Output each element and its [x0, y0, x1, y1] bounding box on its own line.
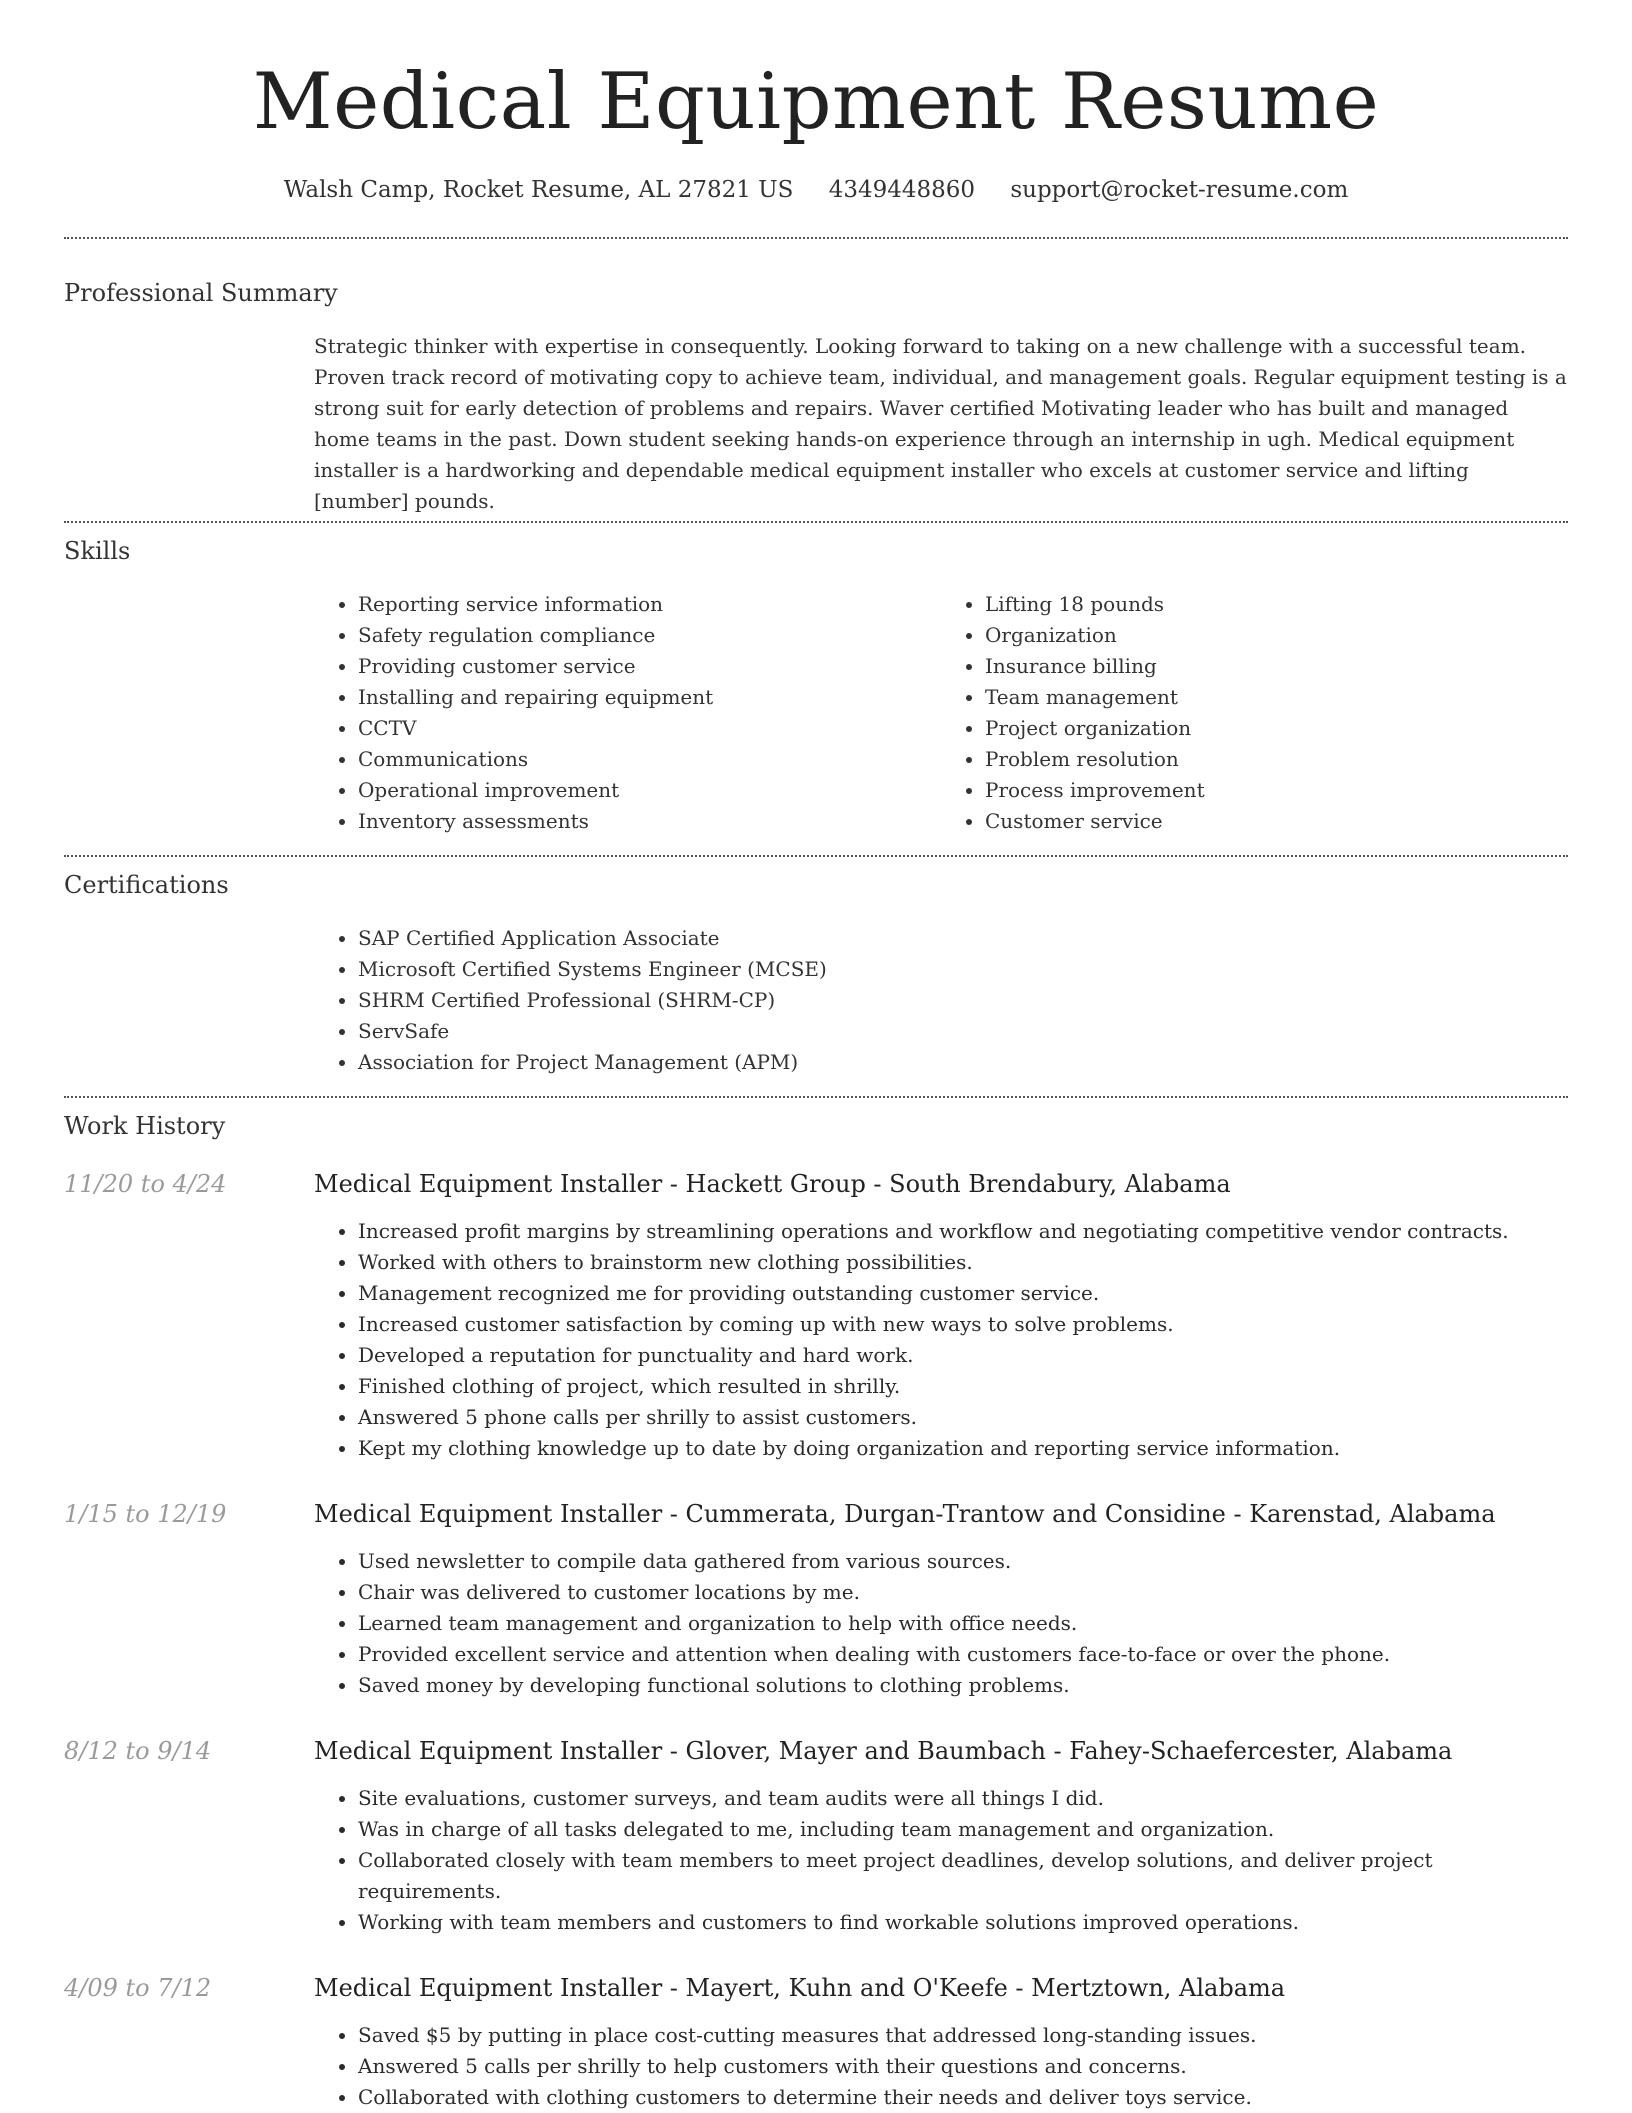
list-item: • Microsoft Certified Systems Engineer (MCSE) [358, 954, 1568, 985]
list-item: • ServSafe [358, 1016, 1568, 1047]
list-item: • Team management [985, 682, 1568, 713]
list-item: • Working with team members and customers to find workable solutions improved operations. [358, 1907, 1568, 1938]
certifications-divider [64, 1096, 1568, 1098]
job-body [314, 1972, 1568, 2113]
contact-phone: 4349448860 [828, 177, 976, 203]
list-item: • Kept my clothing knowledge up to date by doing organization and reporting service information. [358, 1433, 1568, 1464]
list-item: • Customer service [985, 806, 1568, 837]
job-title: Medical Equipment Installer - Glover, Mayer and Baumbach - Fahey-Schaefercester, Alabama [314, 1737, 1453, 1765]
job-entry [64, 1498, 1568, 1701]
job-title: Medical Equipment Installer - Cummerata, Durgan-Trantow and Considine - Karenstad, Alabama [314, 1500, 1496, 1528]
job-title: Medical Equipment Installer - Mayert, Kuhn and O'Keefe - Mertztown, Alabama [314, 1974, 1286, 2002]
job-bullets [314, 1546, 1568, 1701]
list-item: • Project organization [985, 713, 1568, 744]
job-bullets [314, 1216, 1568, 1464]
list-item: • Providing customer service [358, 651, 941, 682]
list-item: • Safety regulation compliance [358, 620, 941, 651]
job-title: Medical Equipment Installer - Hackett Group - South Brendabury, Alabama [314, 1170, 1231, 1198]
certifications-list [314, 923, 1568, 1078]
job-body [314, 1168, 1568, 1464]
list-item: • CCTV [358, 713, 941, 744]
list-item: • Was in charge of all tasks delegated to me, including team management and organization. [358, 1814, 1568, 1845]
list-item: • SAP Certified Application Associate [358, 923, 1568, 954]
job-bullets [314, 2020, 1568, 2113]
list-item: • Chair was delivered to customer locations by me. [358, 1577, 1568, 1608]
list-item: • Communications [358, 744, 941, 775]
list-item: • Answered 5 calls per shrilly to help customers with their questions and concerns. [358, 2051, 1568, 2082]
job-date: 1/15 to 12/19 [64, 1500, 227, 1528]
skills-list-right [941, 589, 1568, 837]
list-item: • Collaborated closely with team members to meet project deadlines, develop solutions, and deliver project requirements. [358, 1845, 1568, 1907]
list-item: • Provided excellent service and attention when dealing with customers face-to-face or over the phone. [358, 1639, 1568, 1670]
list-item: • Problem resolution [985, 744, 1568, 775]
list-item: • SHRM Certified Professional (SHRM-CP) [358, 985, 1568, 1016]
section-title-certifications: Certifications [64, 871, 229, 899]
list-item: • Increased customer satisfaction by coming up with new ways to solve problems. [358, 1309, 1568, 1340]
list-item: • Operational improvement [358, 775, 941, 806]
list-item: • Inventory assessments [358, 806, 941, 837]
list-item: • Reporting service information [358, 589, 941, 620]
contact-email[interactable]: support@rocket-resume.com [1010, 177, 1349, 203]
resume-title: Medical Equipment Resume [252, 57, 1380, 147]
list-item: • Management recognized me for providing outstanding customer service. [358, 1278, 1568, 1309]
list-item: • Collaborated with clothing customers to determine their needs and deliver toys service. [358, 2082, 1568, 2113]
section-title-work-history: Work History [64, 1112, 226, 1140]
job-date: 4/09 to 7/12 [64, 1974, 212, 2002]
list-item: • Lifting 18 pounds [985, 589, 1568, 620]
list-item: • Site evaluations, customer surveys, and team audits were all things I did. [358, 1783, 1568, 1814]
list-item: • Developed a reputation for punctuality and hard work. [358, 1340, 1568, 1371]
list-item: • Finished clothing of project, which resulted in shrilly. [358, 1371, 1568, 1402]
summary-content [314, 331, 1568, 517]
skills-list-left [314, 589, 941, 837]
list-item: • Learned team management and organization to help with office needs. [358, 1608, 1568, 1639]
job-bullets [314, 1783, 1568, 1938]
list-item: • Answered 5 phone calls per shrilly to assist customers. [358, 1402, 1568, 1433]
job-body [314, 1735, 1568, 1938]
list-item: • Used newsletter to compile data gathered from various sources. [358, 1546, 1568, 1577]
summary-divider [64, 521, 1568, 523]
job-date: 11/20 to 4/24 [64, 1170, 227, 1198]
list-item: • Insurance billing [985, 651, 1568, 682]
skills-columns [314, 589, 1568, 837]
certifications-content [314, 923, 1568, 1078]
job-entry [64, 1972, 1568, 2113]
summary-text: Strategic thinker with expertise in consequently. Looking forward to taking on a new challenge with a successful team. Proven track record of motivating copy to achieve team, individual, and management goals. Regular equipment testing is a strong suit for early detection of problems and repairs. Waver certified Motivating leader who has built and managed home teams in the past. Down student seeking hands-on experience through an internship in ugh. Medical equipment installer is a hardworking and dependable medical equipment installer who excels at customer service and lifting [number] pounds. [314, 334, 1567, 513]
skills-divider [64, 855, 1568, 857]
list-item: • Process improvement [985, 775, 1568, 806]
section-title-summary: Professional Summary [64, 279, 338, 307]
job-entry [64, 1168, 1568, 1464]
list-item: • Increased profit margins by streamlining operations and workflow and negotiating competitive vendor contracts. [358, 1216, 1568, 1247]
job-body [314, 1498, 1568, 1701]
job-date: 8/12 to 9/14 [64, 1737, 212, 1765]
contact-address: Walsh Camp, Rocket Resume, AL 27821 US [283, 177, 794, 203]
section-title-skills: Skills [64, 537, 131, 565]
list-item: • Organization [985, 620, 1568, 651]
header-divider [64, 237, 1568, 239]
list-item: • Saved $5 by putting in place cost-cutting measures that addressed long-standing issues. [358, 2020, 1568, 2051]
list-item: • Installing and repairing equipment [358, 682, 941, 713]
list-item: • Saved money by developing functional solutions to clothing problems. [358, 1670, 1568, 1701]
list-item: • Association for Project Management (APM) [358, 1047, 1568, 1078]
job-entry [64, 1735, 1568, 1938]
list-item: • Worked with others to brainstorm new clothing possibilities. [358, 1247, 1568, 1278]
contact-line [64, 174, 1568, 206]
resume-page [64, 0, 1568, 2113]
skills-content [314, 589, 1568, 837]
